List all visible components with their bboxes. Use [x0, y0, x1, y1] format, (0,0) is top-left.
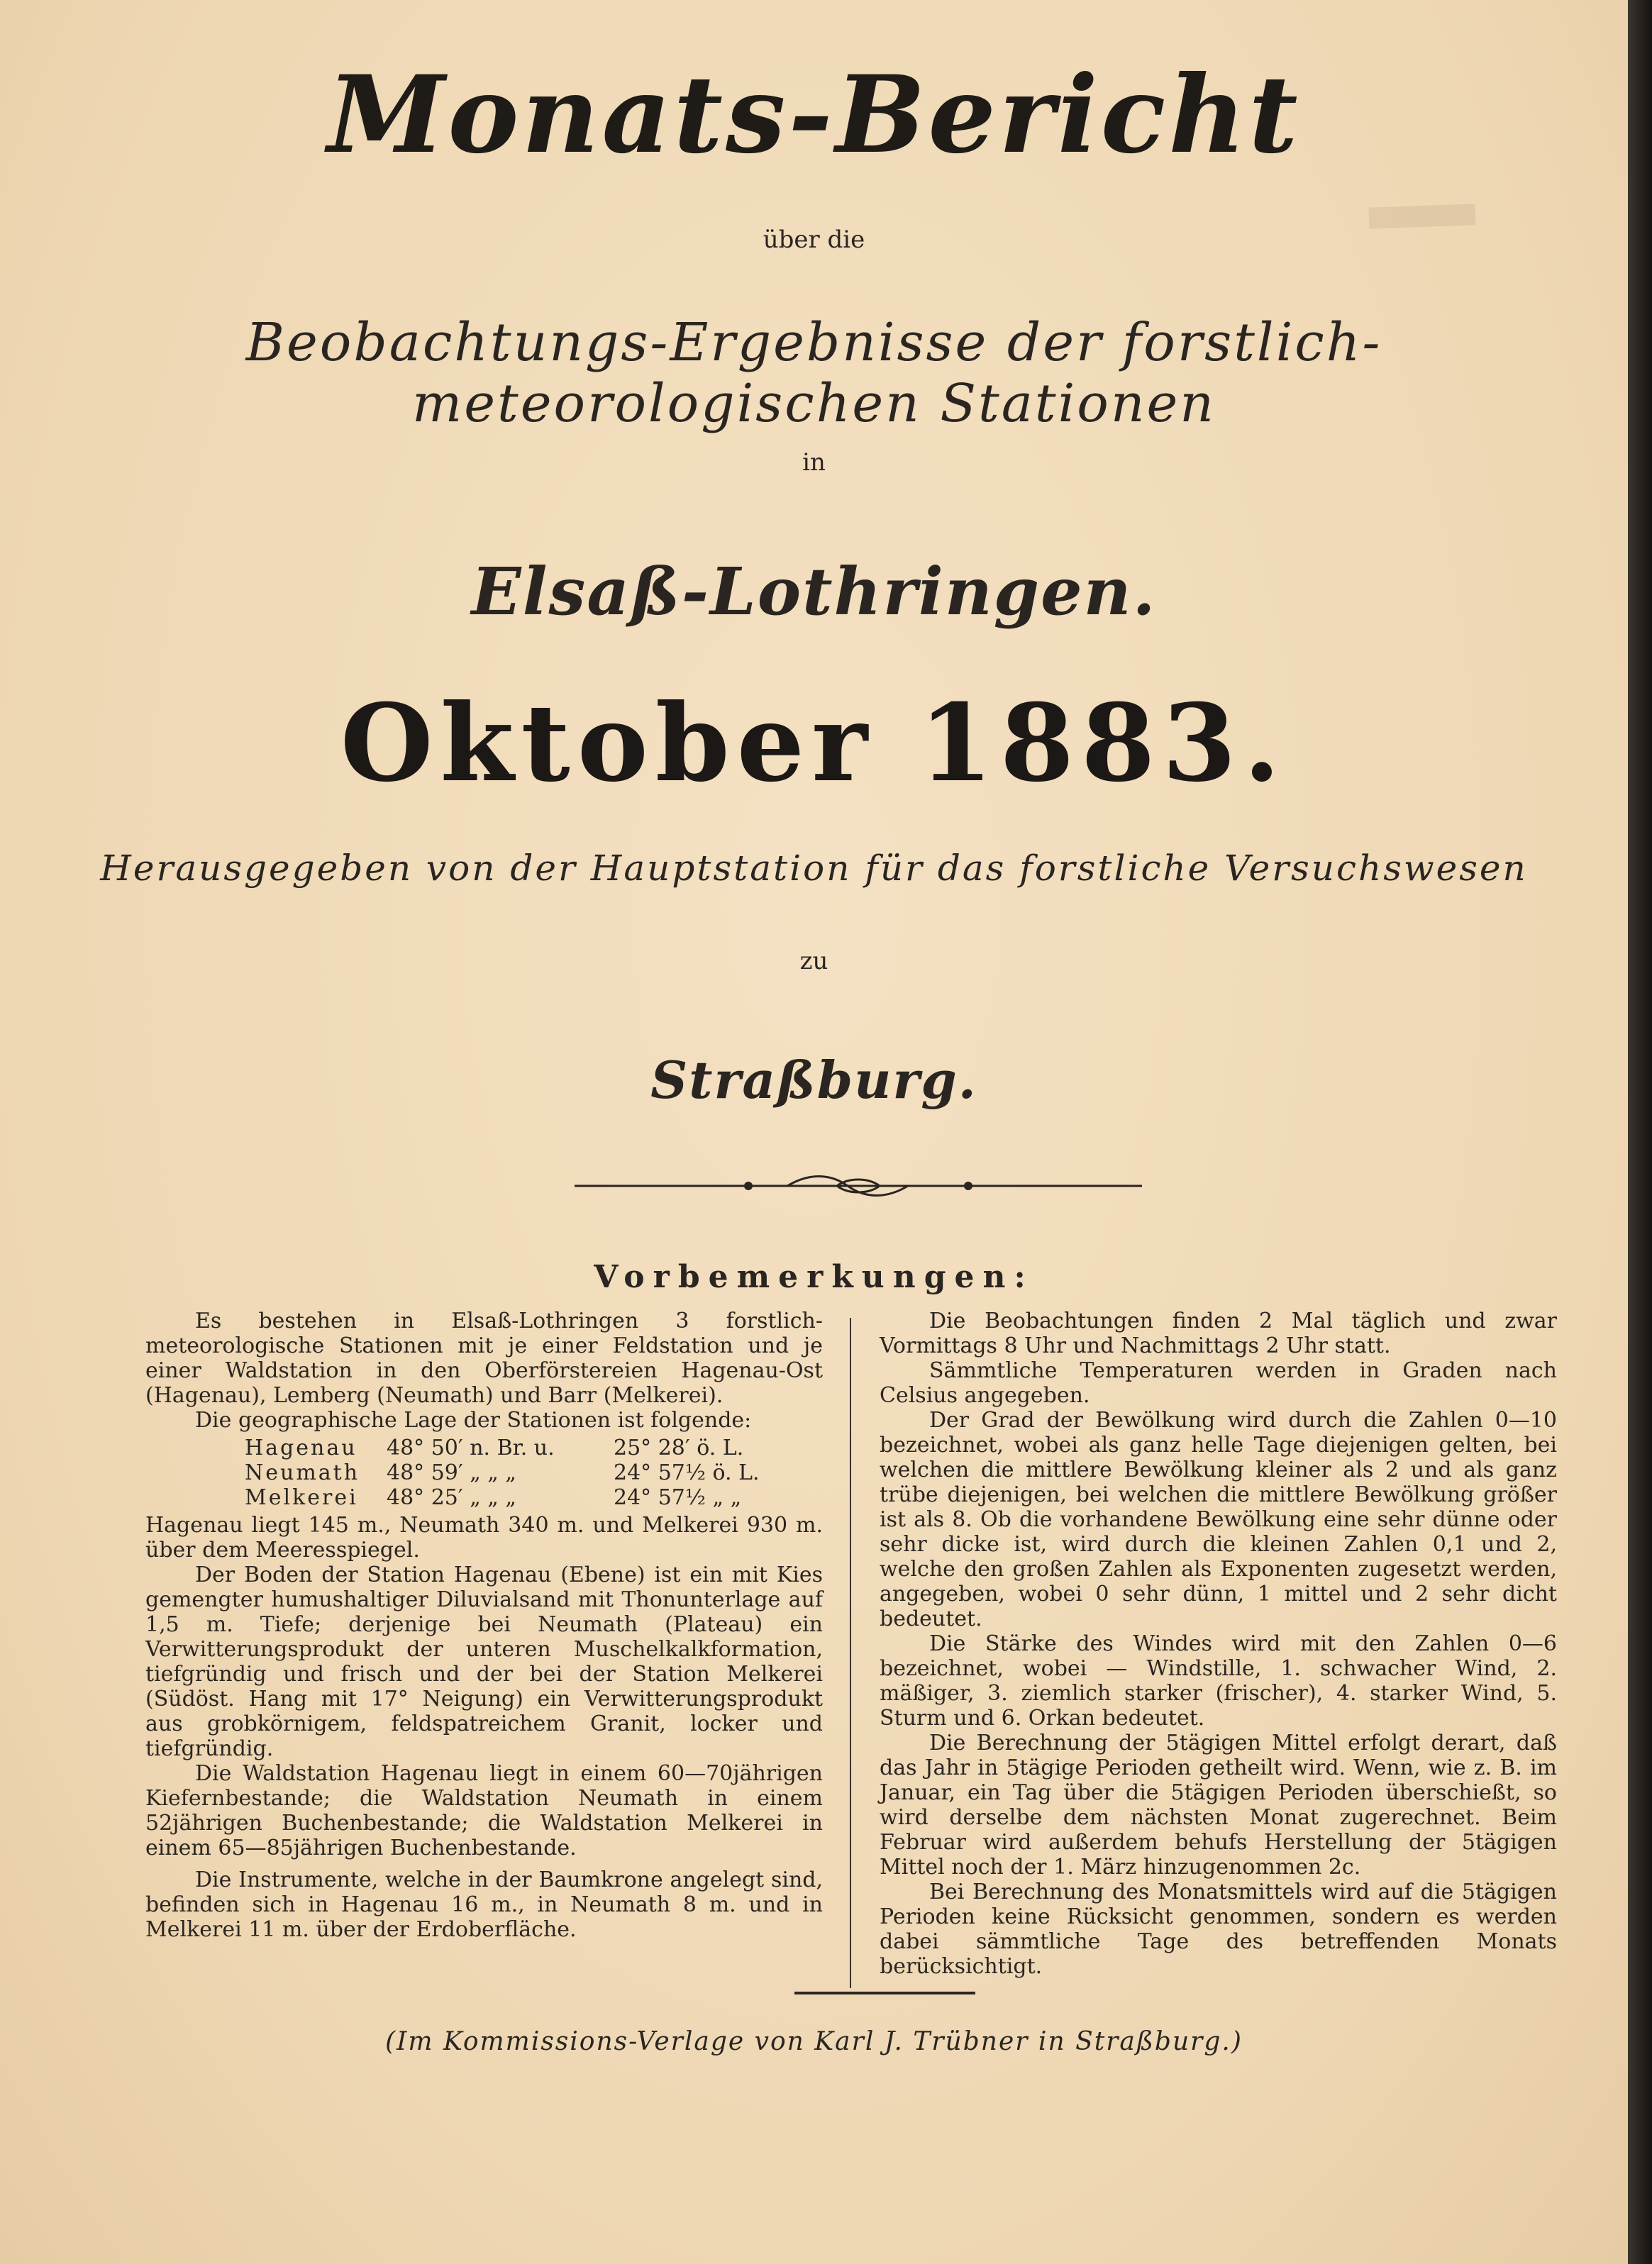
preface-right-column	[880, 1309, 1557, 1979]
preface-left-p2: Die geographische Lage der Stationen ist folgende:	[195, 1408, 752, 1433]
preface-left-p1: Es bestehen in Elsaß-Lothringen 3 forstlich-meteorologische Stationen mit je einer Feldstation und je einer Waldstation in den Oberförstereien Hagenau-Ost (Hagenau), Lemberg (Neumath) und Barr (Melkerei).	[145, 1309, 823, 1408]
preface-left-column	[145, 1309, 823, 1942]
coord-longitude: 24° 57½ „ „	[614, 1485, 742, 1510]
station-coordinates	[245, 1436, 823, 1510]
preface-left-p4: Der Boden der Station Hagenau (Ebene) ist ein mit Kies gemengter humushaltiger Diluvialsand mit Thonunterlage auf 1,5 m. Tiefe; derjenige bei Neumath (Plateau) ein Verwitterungsprodukt der unteren Muschelkalkformation, tiefgründig und frisch und der bei der Station Melkerei (Südöst. Hang mit 17° Neigung) ein Verwitterungsprodukt aus grobkörnigem, feldspatreichem Granit, locker und tiefgründig.	[145, 1563, 823, 1761]
report-subtitle: Beobachtungs-Ergebnisse der forstlich-meteorologischen Stationen	[245, 312, 1382, 434]
title-connector-1: über die	[763, 226, 865, 254]
preface-heading: Vorbemerkungen:	[594, 1259, 1034, 1295]
preface-right-p2: Sämmtliche Temperaturen werden in Graden nach Celsius angegeben.	[880, 1358, 1557, 1408]
preface-left-p6: Die Instrumente, welche in der Baumkrone angelegt sind, befinden sich in Hagenau 16 m., in Neumath 8 m. und in Melkerei 11 m. über der Erdoberfläche.	[145, 1868, 823, 1942]
coord-row	[245, 1485, 823, 1510]
region-name: Elsaß-Lothringen.	[471, 553, 1157, 630]
coord-station-name: Melkerei	[245, 1485, 358, 1510]
preface-right-p3: Der Grad der Bewölkung wird durch die Zahlen 0—10 bezeichnet, wobei als ganz helle Tage diejenigen gelten, bei welchen die mittlere Bewölkung kleiner als 2 und als ganz trübe diejenigen, bei welchen die mittlere Bewölkung größer ist als 8. Ob die vorhandene Bewölkung eine sehr dünne oder sehr dicke ist, wird durch die kleinen Zahlen 0,1 und 2, welche den großen Zahlen als Exponenten zugesetzt werden, angegeben, wobei 0 sehr dünn, 1 mittel und 2 sehr dicht bedeutet.	[880, 1408, 1557, 1631]
report-month: Oktober 1883.	[340, 681, 1288, 806]
preface-right-p4: Die Stärke des Windes wird mit den Zahlen 0—6 bezeichnet, wobei — Windstille, 1. schwacher Wind, 2. mäßiger, 3. ziemlich starker (frischer), 4. starker Wind, 5. Sturm und 6. Orkan bedeutet.	[880, 1631, 1557, 1731]
report-title: Monats-Bericht	[327, 52, 1301, 177]
coord-row	[245, 1460, 823, 1485]
coord-row	[245, 1436, 823, 1460]
title-connector-3: zu	[799, 947, 828, 975]
publisher-line: Herausgegeben von der Hauptstation für das forstliche Versuchswesen	[100, 848, 1528, 889]
publisher-imprint: (Im Kommissions-Verlage von Karl J. Trübner in Straßburg.)	[385, 2027, 1243, 2056]
ornament-divider	[575, 1172, 1142, 1200]
preface-left-p3: Hagenau liegt 145 m., Neumath 340 m. und Melkerei 930 m. über dem Meeresspiegel.	[145, 1513, 823, 1563]
coord-latitude: 48° 50′ n. Br. u.	[387, 1436, 555, 1460]
coord-latitude: 48° 59′ „ „ „	[387, 1460, 516, 1485]
coord-station-name: Hagenau	[245, 1436, 357, 1460]
preface-right-p1: Die Beobachtungen finden 2 Mal täglich und zwar Vormittags 8 Uhr und Nachmittags 2 Uhr statt.	[880, 1309, 1557, 1358]
column-divider	[850, 1318, 851, 1988]
footer-rule	[794, 1992, 975, 1994]
coord-latitude: 48° 25′ „ „ „	[387, 1485, 516, 1510]
coord-longitude: 24° 57½ ö. L.	[614, 1460, 760, 1485]
title-connector-2: in	[802, 448, 826, 477]
preface-right-p5: Die Berechnung der 5tägigen Mittel erfolgt derart, daß das Jahr in 5tägige Perioden getheilt wird. Wenn, wie z. B. im Januar, ein Tag über die 5tägigen Perioden überschießt, so wird derselbe dem nächsten Monat zugerechnet. Beim Februar wird außerdem behufs Herstellung der 5tägigen Mittel noch der 1. März hinzugenommen 2c.	[880, 1731, 1557, 1880]
city-name: Straßburg.	[650, 1050, 977, 1110]
coord-longitude: 25° 28′ ö. L.	[614, 1436, 744, 1460]
preface-left-p5: Die Waldstation Hagenau liegt in einem 60—70jährigen Kiefernbestande; die Waldstation Neumath in einem 52jährigen Buchenbestande; die Waldstation Melkerei in einem 65—85jährigen Buchenbestande.	[145, 1761, 823, 1860]
coord-station-name: Neumath	[245, 1460, 360, 1485]
preface-right-p6: Bei Berechnung des Monatsmittels wird auf die 5tägigen Perioden keine Rücksicht genommen, sondern es werden dabei sämmtliche Tage des betreffenden Monats berücksichtigt.	[880, 1880, 1557, 1979]
scan-edge-shadow	[1628, 0, 1652, 2264]
